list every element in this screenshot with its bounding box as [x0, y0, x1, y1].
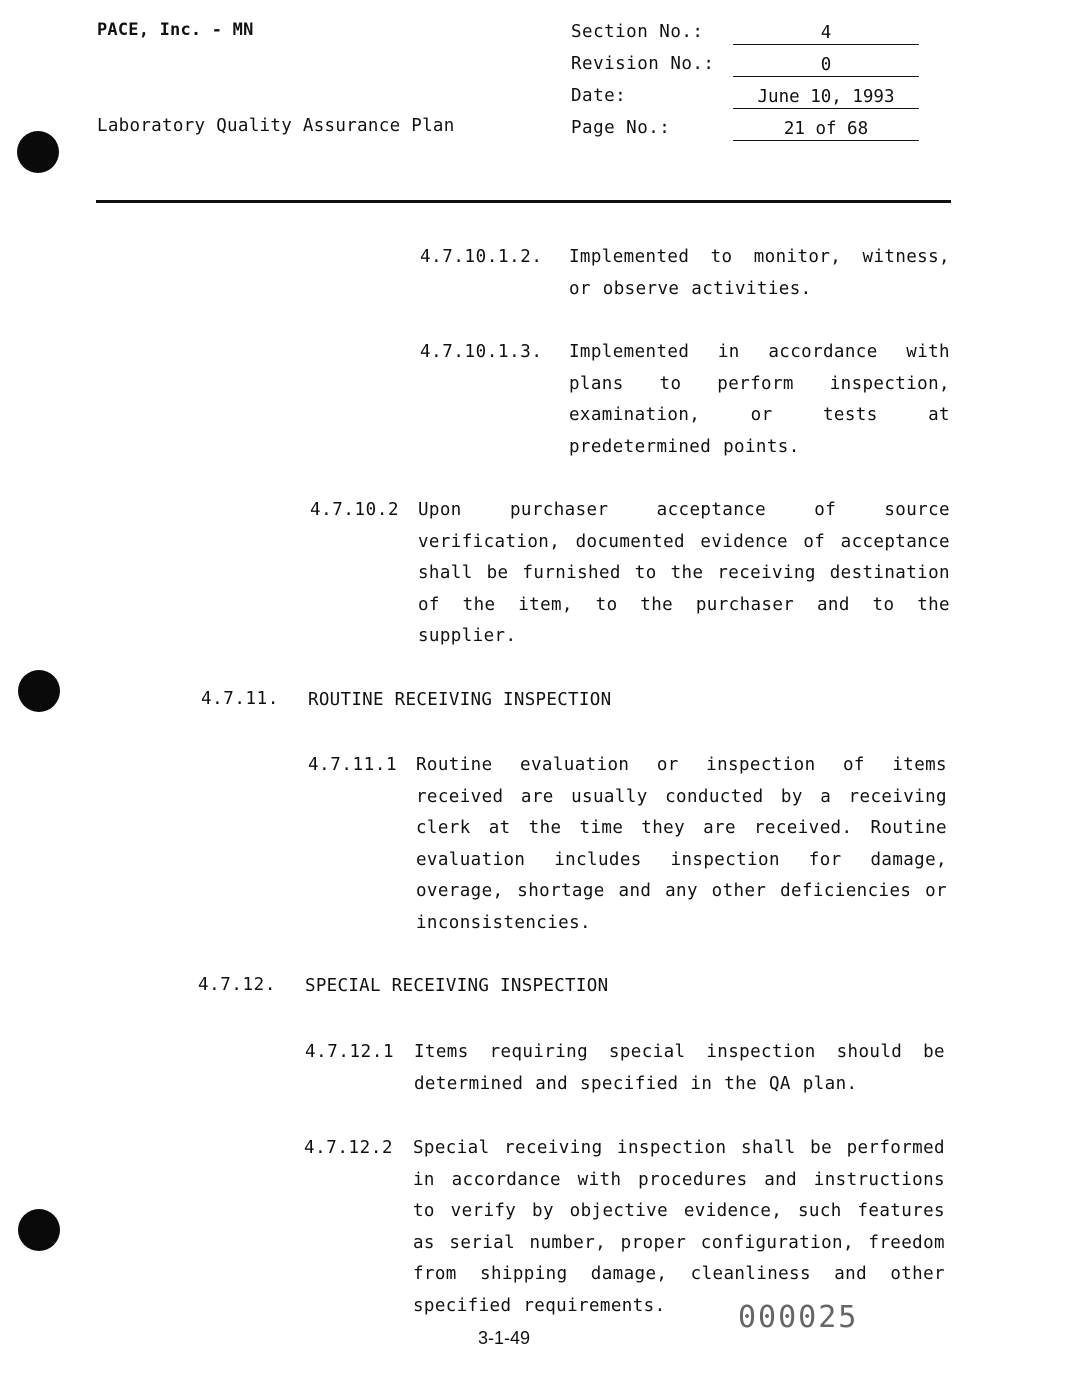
section-number: 4.7.10.1.2. — [420, 247, 543, 267]
section-text: Items requiring special inspection should be determined and specified in the QA plan. — [414, 1042, 945, 1094]
revision-row — [571, 54, 921, 84]
section-number: 4.7.12.1 — [305, 1042, 395, 1062]
section-text: Implemented to monitor, witness, or observe activities. — [569, 247, 950, 299]
page-number-row — [571, 118, 921, 148]
date-row — [571, 86, 921, 116]
page-number-value: 21 of 68 — [733, 118, 919, 141]
section-number: 4.7.12. — [198, 975, 276, 995]
section-row — [571, 22, 921, 52]
punch-hole-bottom — [18, 1209, 60, 1251]
revision-label: Revision No.: — [571, 54, 715, 74]
section-text: Routine evaluation or inspection of items received are usually conducted by a receiving clerk at the time they are received. Routine evaluation includes inspection for damage, overage, shortage and any other deficiencies or inconsistencies. — [416, 755, 947, 933]
company-name: PACE, Inc. - MN — [97, 20, 254, 40]
page-code: 3-1-49 — [478, 1328, 531, 1348]
document-stamp: 000025 — [738, 1300, 859, 1335]
section-heading: ROUTINE RECEIVING INSPECTION — [308, 690, 612, 710]
section-text: Upon purchaser acceptance of source verification, documented evidence of acceptance shall be furnished to the receiving destination of the item, to the purchaser and to the supplier. — [418, 500, 950, 646]
section-text: Implemented in accordance with plans to perform inspection, examination, or tests at predetermined points. — [569, 342, 950, 457]
date-value: June 10, 1993 — [733, 86, 919, 109]
section-number: 4.7.11. — [201, 689, 279, 709]
section-number: 4.7.11.1 — [308, 755, 398, 775]
header-divider — [96, 200, 951, 203]
section-number: 4.7.12.2 — [304, 1138, 394, 1158]
section-number: 4.7.10.1.3. — [420, 342, 543, 362]
section-value: 4 — [733, 22, 919, 45]
section-heading: SPECIAL RECEIVING INSPECTION — [305, 976, 609, 996]
plan-title: Laboratory Quality Assurance Plan — [97, 116, 455, 136]
punch-hole-top — [17, 131, 59, 173]
section-number: 4.7.10.2 — [310, 500, 400, 520]
page-number-label: Page No.: — [571, 118, 671, 138]
section-text: Special receiving inspection shall be performed in accordance with procedures and instructions to verify by objective evidence, such features as serial number, proper configuration, freedom from shipping damage, cleanliness and other specified requirements. — [413, 1138, 945, 1316]
punch-hole-middle — [18, 670, 60, 712]
revision-value: 0 — [733, 54, 919, 77]
section-label: Section No.: — [571, 22, 704, 42]
date-label: Date: — [571, 86, 627, 106]
